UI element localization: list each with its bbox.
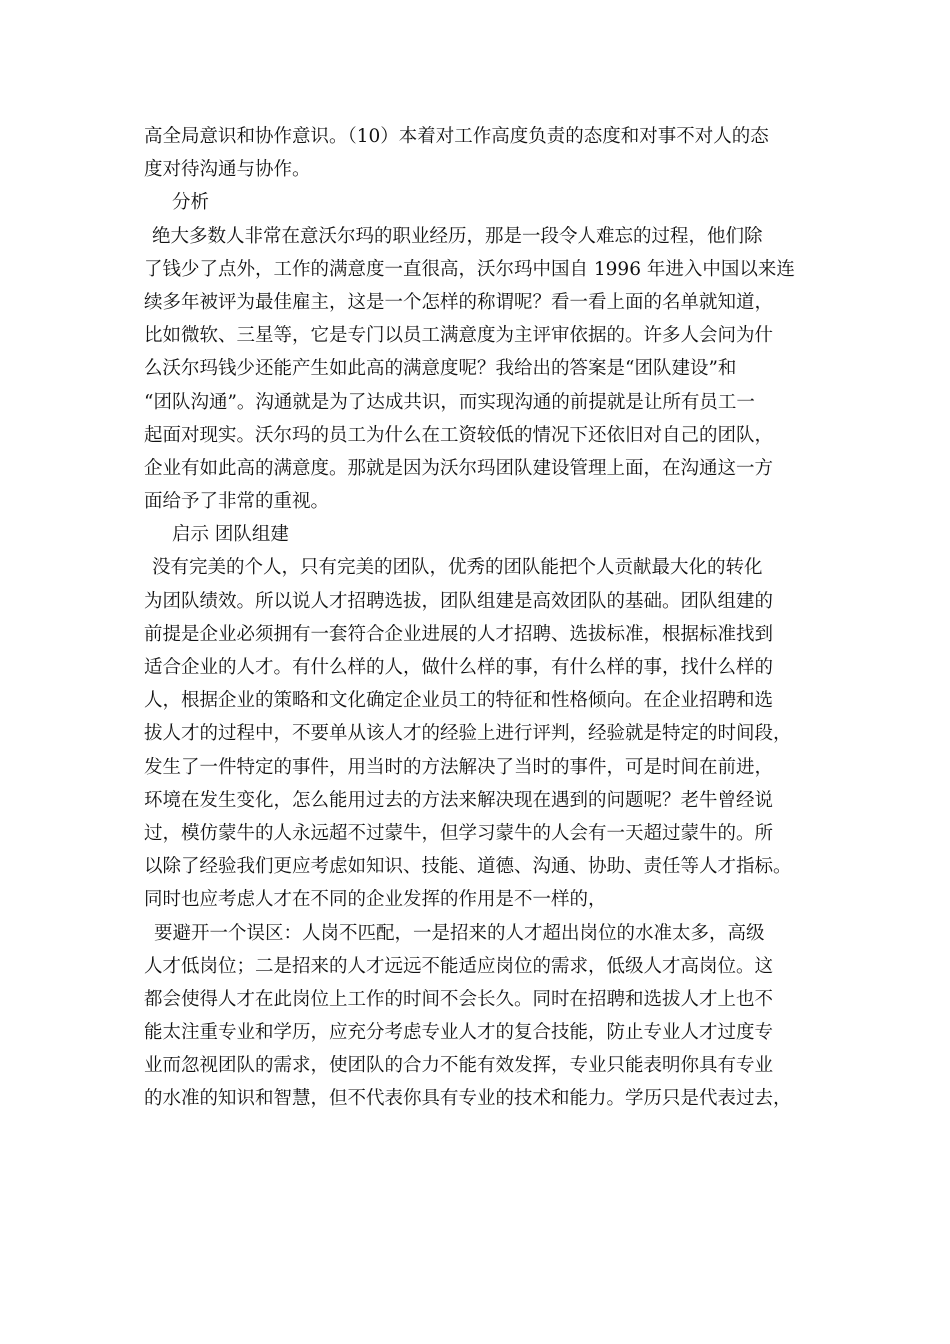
- paragraph-line: 企业有如此高的满意度。那就是因为沃尔玛团队建设管理上面，在沟通这一方: [144, 457, 774, 479]
- paragraph-line: 比如微软、三星等，它是专门以员工满意度为主评审依据的。许多人会问为什: [144, 325, 774, 347]
- paragraph-line: 高全局意识和协作意识。（10）本着对工作高度负责的态度和对事不对人的态: [144, 126, 769, 147]
- paragraph-line: 以除了经验我们更应考虑如知识、技能、道德、沟通、协助、责任等人才指标。: [144, 856, 792, 878]
- paragraph-line: 度对待沟通与协作。: [144, 159, 311, 181]
- paragraph-line: 的水准的知识和智慧，但不代表你具有专业的技术和能力。学历只是代表过去，: [144, 1088, 792, 1110]
- paragraph-line: 没有完美的个人，只有完美的团队，优秀的团队能把个人贡献最大化的转化: [152, 557, 763, 579]
- paragraph-line: 了钱少了点外，工作的满意度一直很高，沃尔玛中国自 1996 年进入中国以来连: [144, 258, 795, 280]
- paragraph-line: 为团队绩效。所以说人才招聘选拔，团队组建是高效团队的基础。团队组建的: [144, 590, 774, 612]
- paragraph-line: 过，模仿蒙牛的人永远超不过蒙牛，但学习蒙牛的人会有一天超过蒙牛的。所: [144, 822, 774, 844]
- paragraph-line: 业而忽视团队的需求，使团队的合力不能有效发挥，专业只能表明你具有专业: [144, 1055, 774, 1077]
- paragraph-line: 拔人才的过程中，不要单从该人才的经验上进行评判，经验就是特定的时间段，: [144, 723, 792, 745]
- paragraph-line: 续多年被评为最佳雇主，这是一个怎样的称谓呢？看一看上面的名单就知道，: [144, 291, 774, 313]
- paragraph-line: 都会使得人才在此岗位上工作的时间不会长久。同时在招聘和选拔人才上也不: [144, 988, 774, 1010]
- paragraph-line: “团队沟通”。沟通就是为了达成共识，而实现沟通的前提就是让所有员工一: [144, 391, 755, 413]
- paragraph-line: 么沃尔玛钱少还能产生如此高的满意度呢？我给出的答案是“团队建设”和: [144, 358, 737, 380]
- section-heading-insight: 启示 团队组建: [172, 524, 289, 546]
- paragraph-line: 环境在发生变化，怎么能用过去的方法来解决现在遇到的问题呢？老牛曾经说: [144, 789, 774, 811]
- paragraph-line: 同时也应考虑人才在不同的企业发挥的作用是不一样的，: [144, 889, 607, 911]
- document-page: [144, 120, 812, 1116]
- paragraph-line: 适合企业的人才。有什么样的人，做什么样的事，有什么样的事，找什么样的: [144, 657, 774, 678]
- section-heading-analysis: 分析: [172, 192, 210, 214]
- paragraph-line: 要避开一个误区：人岗不匹配，一是招来的人才超出岗位的水准太多，高级: [154, 922, 765, 944]
- paragraph-line: 能太注重专业和学历，应充分考虑专业人才的复合技能，防止专业人才过度专: [144, 1022, 774, 1044]
- paragraph-line: 起面对现实。沃尔玛的员工为什么在工资较低的情况下还依旧对自己的团队，: [144, 424, 774, 446]
- paragraph-line: 绝大多数人非常在意沃尔玛的职业经历，那是一段令人难忘的过程，他们除: [152, 225, 763, 247]
- paragraph-line: 前提是企业必须拥有一套符合企业进展的人才招聘、选拔标准，根据标准找到: [144, 623, 774, 645]
- paragraph-line: 发生了一件特定的事件，用当时的方法解决了当时的事件，可是时间在前进，: [144, 756, 774, 778]
- paragraph-line: 面给予了非常的重视。: [144, 491, 330, 513]
- paragraph-line: 人才低岗位；二是招来的人才远远不能适应岗位的需求，低级人才高岗位。这: [144, 955, 774, 977]
- paragraph-line: 人，根据企业的策略和文化确定企业员工的特征和性格倾向。在企业招聘和选: [144, 690, 774, 712]
